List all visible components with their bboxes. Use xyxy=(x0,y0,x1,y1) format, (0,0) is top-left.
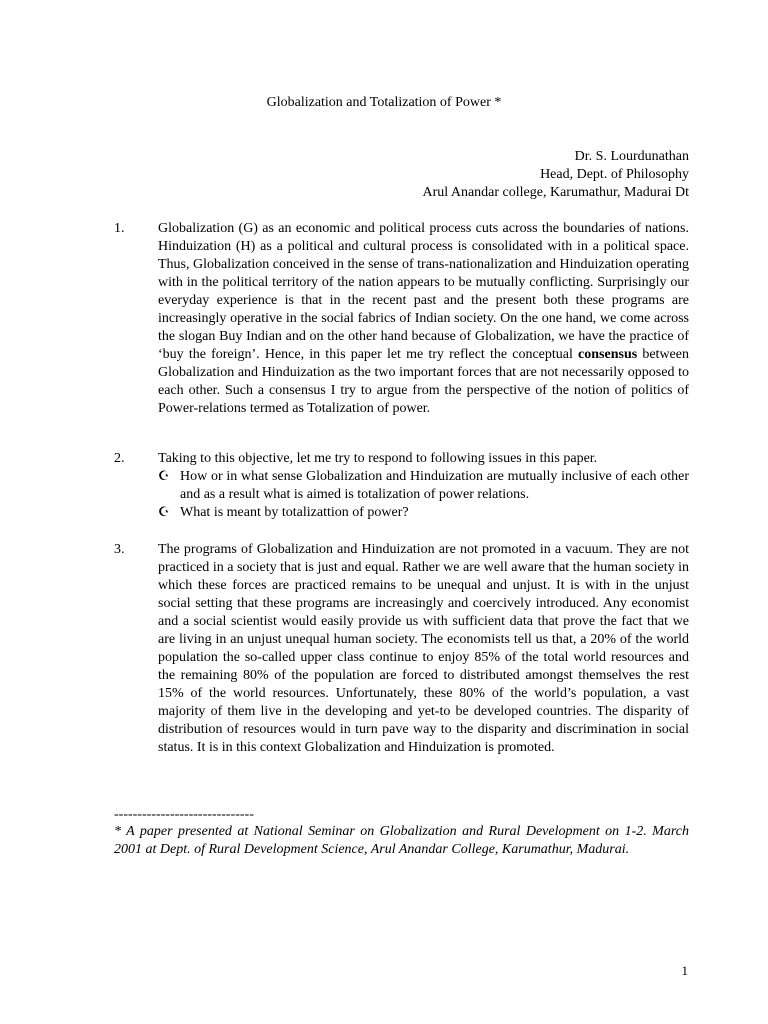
author-block xyxy=(422,148,689,202)
crescent-bullet-icon: ☪ xyxy=(158,505,170,520)
paragraph-body xyxy=(158,450,689,522)
bullet-list xyxy=(158,468,689,522)
paragraph-number: 2. xyxy=(114,451,125,466)
page-number: 1 xyxy=(681,963,688,978)
author-position: Head, Dept. of Philosophy xyxy=(540,167,689,182)
list-item-text: What is meant by totalizattion of power? xyxy=(180,505,409,520)
footnote: * A paper presented at National Seminar on Globalization and Rural Development on 1-2. March 2001 at Dept. of Rural Development Science, Arul Anandar College, Karumathur, Madurai. xyxy=(114,824,689,857)
paragraph-1 xyxy=(114,220,689,418)
paragraph-3 xyxy=(114,541,689,757)
list-item xyxy=(158,468,689,504)
paragraph-intro: Taking to this objective, let me try to respond to following issues in this paper. xyxy=(158,451,598,466)
list-item-text: How or in what sense Globalization and Hinduization are mutually inclusive of each other and as a result what is aimed is totalization of power relations. xyxy=(180,469,689,502)
footnote-rule: ------------------------------ xyxy=(114,807,254,822)
crescent-bullet-icon: ☪ xyxy=(158,469,170,484)
list-item xyxy=(158,504,689,522)
bold-term: consensus xyxy=(578,347,638,362)
paragraph-text: between Globalization and Hinduization as the two important forces that are not necessarily opposed to each other. Such a consensus I try to argue from the perspective of the notion of politics of Power-relations termed as Totalization of power. xyxy=(158,347,689,416)
paragraph-body xyxy=(158,220,689,418)
paragraph-text: Globalization (G) as an economic and political process cuts across the boundaries of nations. Hinduization (H) as a political and cultural process is consolidated with in a political space. Thus, Globalization conceived in the sense of trans-nationalization and Hinduization operating with in the political territory of the nation appears to be mutually conflicting. Surprisingly our everyday experience is that in the recent past and the present both these programs are increasingly operative in the social fabrics of Indian society. On the one hand, we come across the slogan Buy Indian and on the other hand because of Globalization, we have the practice of ‘buy the foreign’. Hence, in this paper let me try reflect the conceptual xyxy=(158,221,689,362)
author-affiliation: Arul Anandar college, Karumathur, Madurai Dt xyxy=(422,185,689,200)
page-title: Globalization and Totalization of Power * xyxy=(266,95,502,110)
author-name: Dr. S. Lourdunathan xyxy=(574,149,689,164)
paragraph-number: 1. xyxy=(114,221,125,236)
paragraph-number: 3. xyxy=(114,542,125,557)
paragraph-body: The programs of Globalization and Hinduization are not promoted in a vacuum. They are not practiced in a society that is just and equal. Rather we are well aware that the human society in which these forces are practiced remains to be unequal and unjust. It is with in the unjust social setting that these programs are increasingly and coercively introduced. Any economist and a social scientist would easily provide us with sufficient data that prove the fact that we are living in an unjust unequal human society. The economists tell us that, a 20% of the world population the so-called upper class continue to enjoy 85% of the total world resources and the remaining 80% of the population are forced to distributed amongst themselves the rest 15% of the world resources. Unfortunately, these 80% of the world’s population, a vast majority of them live in the developing and yet-to be developed countries. The disparity of distribution of resources would in turn pave way to the disparity and discrimination in social status. It is in this context Globalization and Hinduization is promoted. xyxy=(158,542,689,755)
paragraph-2 xyxy=(114,450,689,522)
